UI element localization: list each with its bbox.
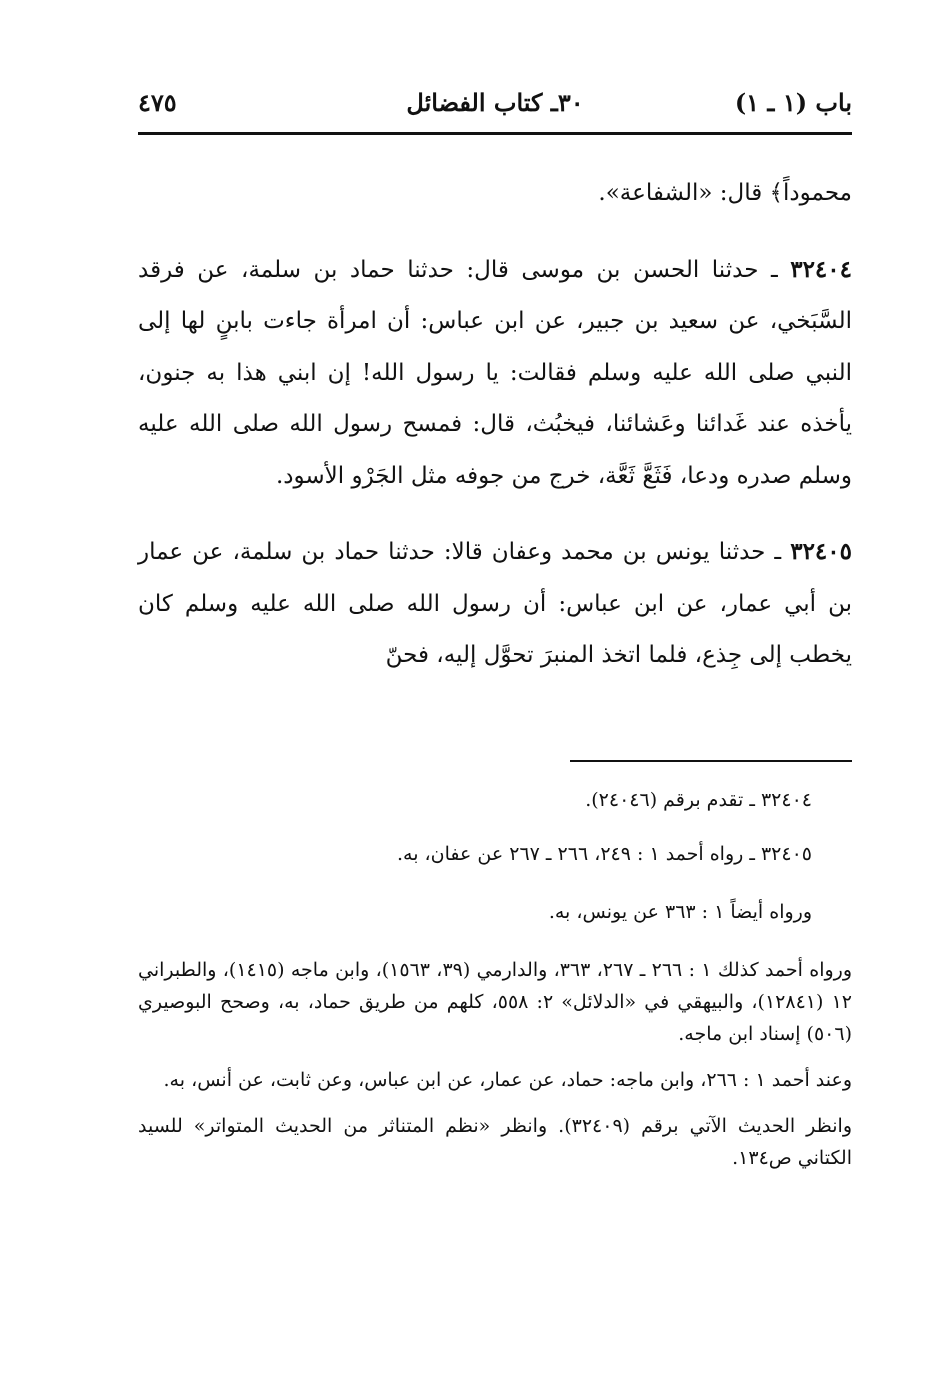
hadith-number: ٣٢٤٠٤ bbox=[790, 255, 852, 283]
footnote: ٣٢٤٠٥ ـ رواه أحمد ١ : ٢٤٩، ٢٦٦ ـ ٢٦٧ عن عفان، به. bbox=[397, 843, 812, 865]
hadith-text: ـ حدثنا يونس بن محمد وعفان قالا: حدثنا حماد بن سلمة، عن عمار بن أبي عمار، عن ابن عباس: أن رسول الله صلى الله عليه وسلم كان يخطب إلى جِذع، فلما اتخذ المنبرَ تحوَّل إليه، فحنّ bbox=[138, 539, 852, 668]
main-text bbox=[138, 168, 852, 682]
footnote: ٣٢٤٠٤ ـ تقدم برقم (٢٤٠٤٦). bbox=[585, 789, 812, 811]
footnote: وعند أحمد ١ : ٢٦٦، وابن ماجه: حماد، عن عمار، عن ابن عباس، وعن ثابت، عن أنس، به. bbox=[163, 1069, 852, 1091]
footnote: وانظر الحديث الآتي برقم (٣٢٤٠٩). وانظر «نظم المتناثر من الحديث المتواتر» للسيد الكتاني ص١٣٤. bbox=[138, 1115, 852, 1169]
footnote-rule bbox=[570, 760, 852, 762]
page-number: ٤٧٥ bbox=[138, 88, 177, 117]
book-title: ٣٠ـ كتاب الفضائل bbox=[406, 88, 584, 117]
footnotes bbox=[138, 776, 852, 1174]
continuation-text: محموداً﴾ قال: «الشفاعة». bbox=[598, 180, 852, 206]
chapter-heading: باب (١ ـ ١) bbox=[734, 88, 852, 117]
footnote: ورواه أيضاً ١ : ٣٦٣ عن يونس، به. bbox=[548, 901, 812, 923]
hadith-text: ـ حدثنا الحسن بن موسى قال: حدثنا حماد بن سلمة، عن فرقد السَّبَخي، عن سعيد بن جبير، عن ابن عباس: أن امرأة جاءت بابنٍ لها إلى النبي صلى الله عليه وسلم فقالت: يا رسول الله! إن ابني هذا به جنون، يأخذه عند غَدائنا وعَشائنا، فيخبُث، قال: فمسح رسول الله صلى الله عليه وسلم صدره ودعا، فَثَعَّ ثَعَّة، خرج من جوفه مثل الجَرْو الأسود. bbox=[138, 256, 852, 489]
running-header bbox=[138, 88, 852, 126]
hadith-paragraph bbox=[138, 244, 852, 503]
hadith-paragraph bbox=[138, 526, 852, 682]
header-rule bbox=[138, 132, 852, 135]
hadith-number: ٣٢٤٠٥ bbox=[790, 538, 852, 565]
footnote: ورواه أحمد كذلك ١ : ٢٦٦ ـ ٢٦٧، ٣٦٣، والدارمي (٣٩، ١٥٦٣)، وابن ماجه (١٤١٥)، والطبراني ١٢ (١٢٨٤١)، والبيهقي في «الدلائل» ٢: ٥٥٨، كلهم من طريق حماد، به، وصحح البوصيري (٥٠٦) إسناد ابن ماجه. bbox=[138, 959, 853, 1045]
